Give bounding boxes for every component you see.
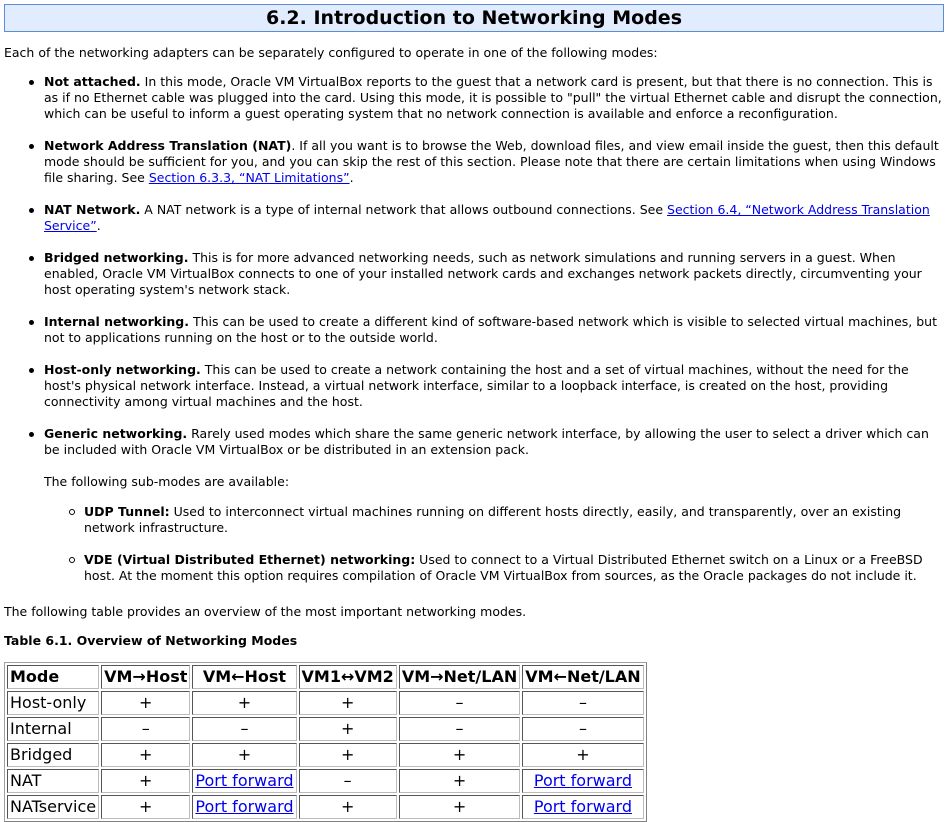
table-cell — [192, 769, 296, 793]
mode-item-host-only — [44, 362, 944, 410]
mode-item-not-attached — [44, 74, 944, 122]
header-mode: Mode — [7, 665, 99, 689]
mode-term: Host-only networking. — [44, 362, 201, 377]
port-forward-link[interactable]: Port forward — [195, 797, 294, 816]
header-vm1-vm2: VM1↔VM2 — [299, 665, 397, 689]
table-cell — [522, 795, 643, 819]
table-cell: + — [192, 743, 296, 767]
header-vm-to-net: VM→Net/LAN — [399, 665, 520, 689]
table-cell: + — [101, 795, 190, 819]
mode-item-internal — [44, 314, 944, 346]
table-cell: + — [299, 717, 397, 741]
table-cell: + — [399, 743, 520, 767]
submode-text: Used to interconnect virtual machines running on different hosts directly, easily, and transparently, over an existing network infrastructure. — [84, 504, 902, 535]
mode-term: Not attached. — [44, 74, 141, 89]
mode-term: Bridged networking. — [44, 250, 189, 265]
table-row — [7, 743, 644, 767]
submode-text: Used to connect to a Virtual Distributed Ethernet switch on a Linux or a FreeBSD host. At the moment this option requires compilation of Oracle VM VirtualBox from sources, as the Oracle packages do not include it. — [84, 552, 923, 583]
submode-term: UDP Tunnel: — [84, 504, 170, 519]
table-cell: + — [522, 743, 643, 767]
table-header-row — [7, 665, 644, 689]
mode-cell: Internal — [7, 717, 99, 741]
table-cell: + — [299, 691, 397, 715]
table-cell — [192, 795, 296, 819]
header-net-to-vm: VM←Net/LAN — [522, 665, 643, 689]
mode-item-nat — [44, 138, 944, 186]
mode-cell: Host-only — [7, 691, 99, 715]
mode-item-nat-network — [44, 202, 944, 234]
submode-item-vde — [84, 552, 939, 584]
table-cell: + — [192, 691, 296, 715]
port-forward-link[interactable]: Port forward — [533, 797, 633, 816]
table-cell: + — [299, 795, 397, 819]
table-cell: + — [399, 769, 520, 793]
mode-term: Network Address Translation (NAT) — [44, 138, 292, 153]
page-title: 6.2. Introduction to Networking Modes — [4, 4, 944, 32]
modes-list — [0, 74, 944, 600]
table-cell: + — [101, 769, 190, 793]
intro-text: Each of the networking adapters can be separately configured to operate in one of the following modes: — [4, 45, 658, 60]
mode-text: A NAT network is a type of internal network that allows outbound connections. See — [140, 202, 668, 217]
header-vm-to-host: VM→Host — [101, 665, 190, 689]
table-cell: – — [399, 717, 520, 741]
punctuation: . — [349, 170, 354, 185]
nat-service-link[interactable]: Section 6.4, “Network Address Translation Service” — [44, 202, 930, 233]
mode-cell: NATservice — [7, 795, 99, 819]
table-row — [7, 795, 644, 819]
mode-text: This is for more advanced networking needs, such as network simulations and running servers in a guest. When enabled, Oracle VM VirtualBox connects to one of your installed network cards and exchanges network packets directly, circumventing your host operating system's network stack. — [44, 250, 922, 297]
table-row — [7, 717, 644, 741]
mode-text: This can be used to create a network containing the host and a set of virtual machines, without the need for the host's physical network interface. Instead, a virtual network interface, similar to a loopback interface, is created on the host, providing connectivity among virtual machines and the host. — [44, 362, 909, 409]
table-cell: + — [101, 743, 190, 767]
port-forward-link[interactable]: Port forward — [195, 771, 294, 790]
mode-cell: Bridged — [7, 743, 99, 767]
table-cell: – — [522, 717, 643, 741]
mode-term: NAT Network. — [44, 202, 141, 217]
mode-text: . If all you want is to browse the Web, download files, and view email inside the guest, then this default mode should be sufficient for you, and you can skip the rest of this section. Please note that there are certain limitations when using Windows file sharing. See — [44, 138, 939, 185]
mode-term: Generic networking. — [44, 426, 188, 441]
table-cell — [522, 769, 643, 793]
port-forward-link[interactable]: Port forward — [533, 771, 633, 790]
table-caption: Table 6.1. Overview of Networking Modes — [4, 633, 298, 648]
nat-limitations-link[interactable]: Section 6.3.3, “NAT Limitations” — [148, 170, 350, 185]
mode-cell: NAT — [7, 769, 99, 793]
table-cell: – — [299, 769, 397, 793]
header-host-to-vm: VM←Host — [192, 665, 296, 689]
networking-modes-table — [4, 662, 647, 822]
table-cell: – — [101, 717, 190, 741]
submodes-list — [44, 504, 939, 584]
table-cell: – — [399, 691, 520, 715]
submode-item-udp — [84, 504, 939, 536]
mode-item-bridged — [44, 250, 944, 298]
mode-term: Internal networking. — [44, 314, 189, 329]
table-row — [7, 691, 644, 715]
mode-text: This can be used to create a different kind of software-based network which is visible to selected virtual machines, but not to applications running on the host or to the outside world. — [44, 314, 938, 345]
table-cell: + — [399, 795, 520, 819]
outro-text: The following table provides an overview of the most important networking modes. — [4, 604, 527, 619]
mode-item-generic — [44, 426, 944, 584]
mode-text: Rarely used modes which share the same generic network interface, by allowing the user to select a driver which can be included with Oracle VM VirtualBox or be distributed in an extension pack. — [44, 426, 929, 457]
table-row — [7, 769, 644, 793]
submode-term: VDE (Virtual Distributed Ethernet) networking: — [84, 552, 416, 567]
table-cell: + — [299, 743, 397, 767]
table-cell: – — [522, 691, 643, 715]
submodes-intro: The following sub-modes are available: — [44, 474, 290, 489]
table-cell: – — [192, 717, 296, 741]
mode-text: In this mode, Oracle VM VirtualBox reports to the guest that a network card is present, but that there is no connection. This is as if no Ethernet cable was plugged into the card. Using this mode, it is possible to "pull" the virtual Ethernet cable and disrupt the connection, which can be useful to inform a guest operating system that no network connection is available and enforce a reconfiguration. — [44, 74, 942, 121]
punctuation: . — [96, 218, 101, 233]
table-cell: + — [101, 691, 190, 715]
